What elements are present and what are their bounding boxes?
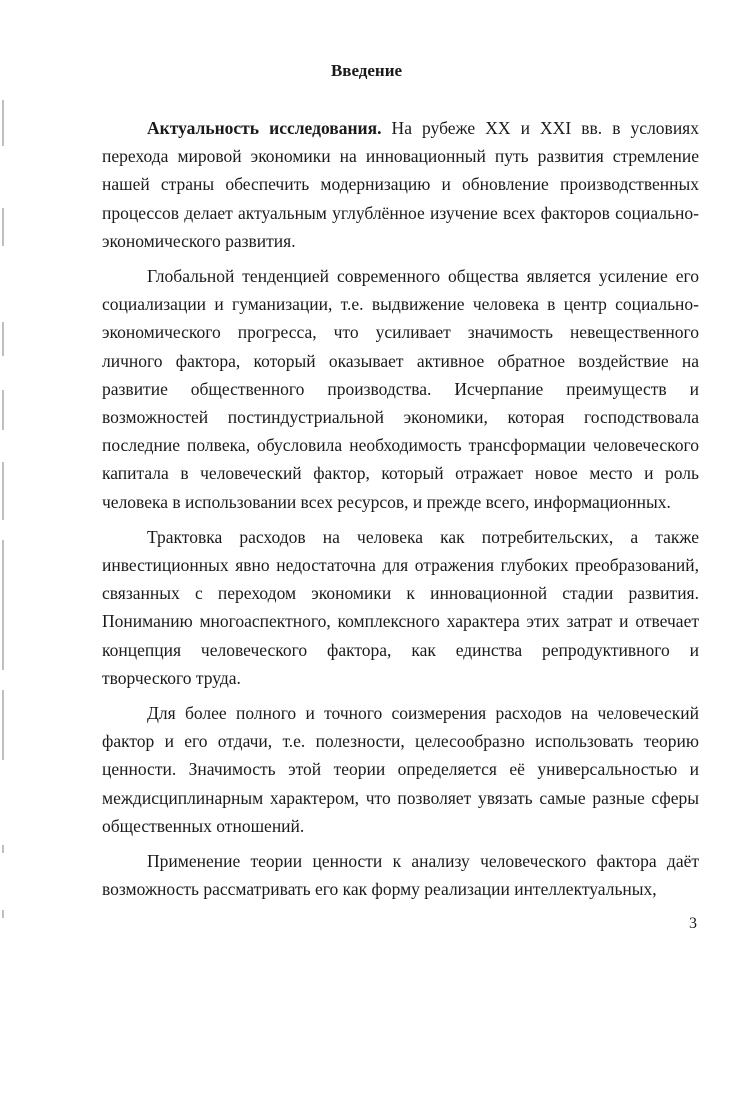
paragraph-text: Трактовка расходов на человека как потребительских, а также инвестиционных явно недостаточна для отражения глубоких преобразований, связанных с переходом экономики к инновационной стадии развития. Пониманию многоаспектного, комплексного характера этих затрат и отвечает концепция человеческого фактора, как единства репродуктивного и творческого труда.: [102, 526, 699, 688]
scan-margin-marks: [2, 100, 12, 960]
paragraph: [102, 699, 699, 840]
paragraph-text: На рубеже XX и XXI вв. в условиях перехода мировой экономики на инновационный путь развития стремление нашей страны обеспечить модернизацию и обновление производственных процессов делает актуальным углублённое изучение всех факторов социально-экономического развития.: [102, 118, 699, 251]
page-title: Введение: [330, 61, 403, 80]
paragraph: [102, 262, 699, 516]
paragraph-text: Применение теории ценности к анализу человеческого фактора даёт возможность рассматривать его как форму реализации интеллектуальных,: [102, 851, 699, 900]
paragraph: [102, 523, 699, 692]
paragraph-text: Глобальной тенденцией современного общества является усиление его социализации и гуманизации, т.е. выдвижение человека в центр социально-экономического прогресса, что усиливает значимость невещественного личного фактора, который оказывает активное обратное воздействие на развитие общественного производства. Исчерпание преимуществ и возможностей постиндустриальной экономики, которая господствовала последние полвека, обусловила необходимость трансформации человеческого капитала в человеческий фактор, который отражает новое место и роль человека в использовании всех ресурсов, и прежде всего, информационных.: [102, 266, 699, 512]
body-text: [102, 114, 699, 903]
paragraph-lead: Актуальность исследования.: [147, 118, 382, 138]
page-number: 3: [689, 915, 697, 932]
paragraph-text: Для более полного и точного соизмерения расходов на человеческий фактор и его отдачи, т.е. полезности, целесообразно использовать теорию ценности. Значимость этой теории определяется её универсальностью и междисциплинарным характером, что позволяет увязать самые разные сферы общественных отношений.: [102, 703, 699, 836]
paragraph: [102, 114, 699, 255]
paragraph: [102, 847, 699, 903]
